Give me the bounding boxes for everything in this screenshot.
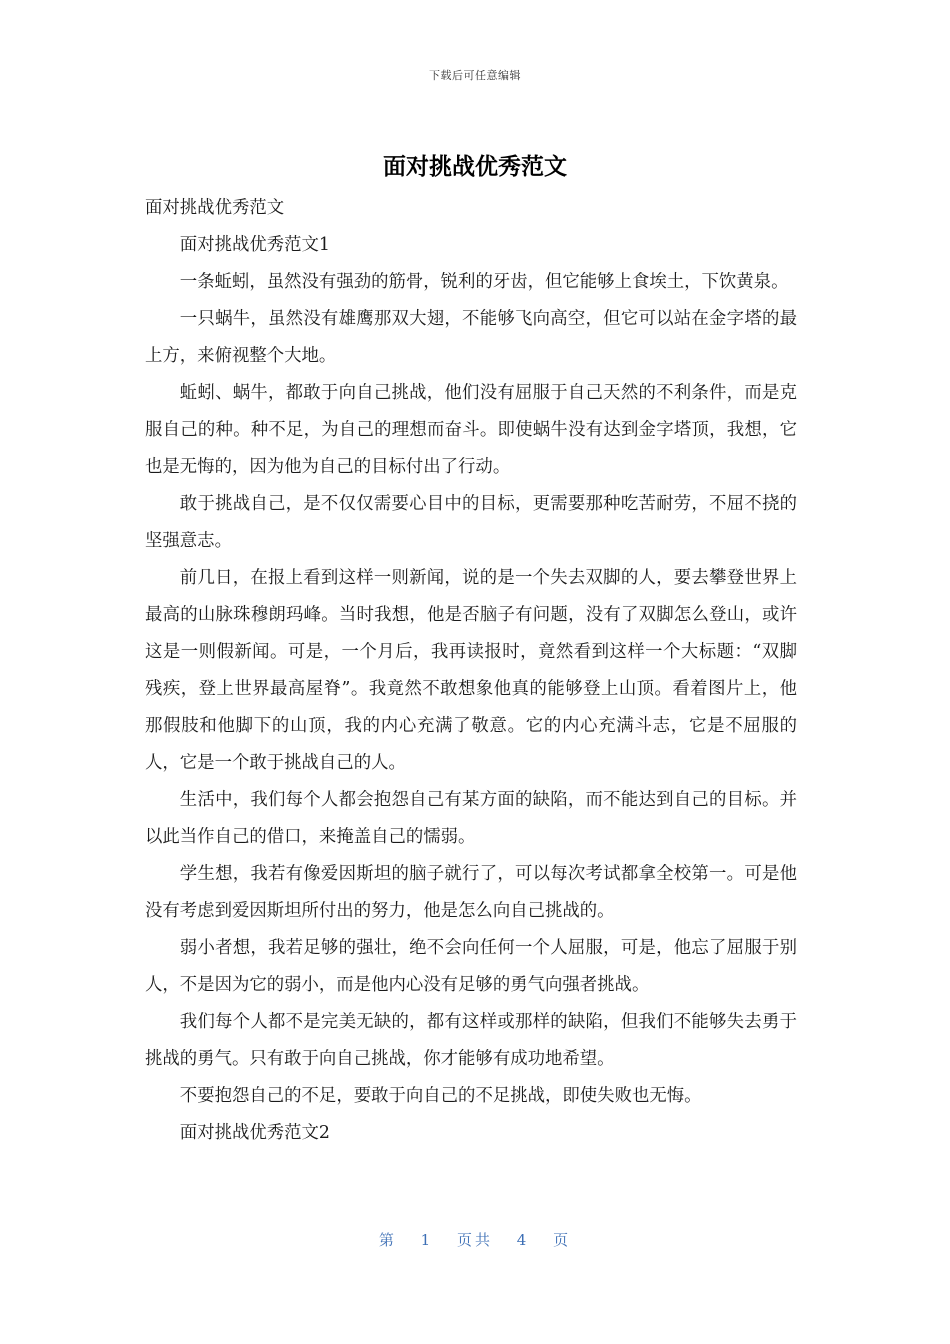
paragraph: 蚯蚓、蜗牛，都敢于向自己挑战，他们没有屈服于自己天然的不利条件，而是克服自己的种。种不足，为自己的理想而奋斗。即使蜗牛没有达到金字塔顶，我想，它也是无悔的，因为他为自己的目标付出了行动。 [145,383,797,477]
paragraph: 敢于挑战自己，是不仅仅需要心目中的目标，更需要那种吃苦耐劳，不屈不挠的坚强意志。 [145,494,797,551]
total-pages-number: 4 [516,1231,530,1249]
page-prefix: 第 [378,1231,397,1249]
document-body [145,190,797,1152]
paragraph: 一只蜗牛，虽然没有雄鹰那双大翅，不能够飞向高空，但它可以站在金字塔的最上方，来俯视整个大地。 [145,309,797,366]
current-page-number: 1 [420,1231,434,1249]
paragraph: 前几日，在报上看到这样一则新闻，说的是一个失去双脚的人，要去攀登世界上最高的山脉珠穆朗玛峰。当时我想，他是否脑子有问题，没有了双脚怎么登山，或许这是一则假新闻。可是，一个月后，我再读报时，竟然看到这样一个大标题：“双脚残疾，登上世界最高屋脊”。我竟然不敢想象他真的能够登上山顶。看着图片上，他那假肢和他脚下的山顶，我的内心充满了敬意。它的内心充满斗志，它是不屈服的人，它是一个敢于挑战自己的人。 [145,568,797,773]
paragraph: 学生想，我若有像爱因斯坦的脑子就行了，可以每次考试都拿全校第一。可是他没有考虑到爱因斯坦所付出的努力，他是怎么向自己挑战的。 [145,864,797,921]
paragraph: 面对挑战优秀范文 [145,198,285,218]
download-note: 下载后可任意编辑 [429,69,521,82]
paragraph: 面对挑战优秀范文2 [179,1123,330,1143]
page-middle: 页共 [456,1231,493,1249]
paragraph: 生活中，我们每个人都会抱怨自己有某方面的缺陷，而不能达到自己的目标。并以此当作自己的借口，来掩盖自己的懦弱。 [145,790,797,847]
paragraph: 弱小者想，我若足够的强壮，绝不会向任何一个人屈服，可是，他忘了屈服于别人，不是因为它的弱小，而是他内心没有足够的勇气向强者挑战。 [145,938,797,995]
page-indicator [0,1229,950,1250]
paragraph: 一条蚯蚓，虽然没有强劲的筋骨，锐利的牙齿，但它能够上食埃土，下饮黄泉。 [179,272,789,292]
paragraph: 我们每个人都不是完美无缺的，都有这样或那样的缺陷，但我们不能够失去勇于挑战的勇气。只有敢于向自己挑战，你才能够有成功地希望。 [145,1012,797,1069]
page-suffix: 页 [553,1231,572,1249]
paragraph: 不要抱怨自己的不足，要敢于向自己的不足挑战，即使失败也无悔。 [179,1086,702,1106]
paragraph: 面对挑战优秀范文1 [179,235,330,255]
document-title: 面对挑战优秀范文 [383,154,567,180]
